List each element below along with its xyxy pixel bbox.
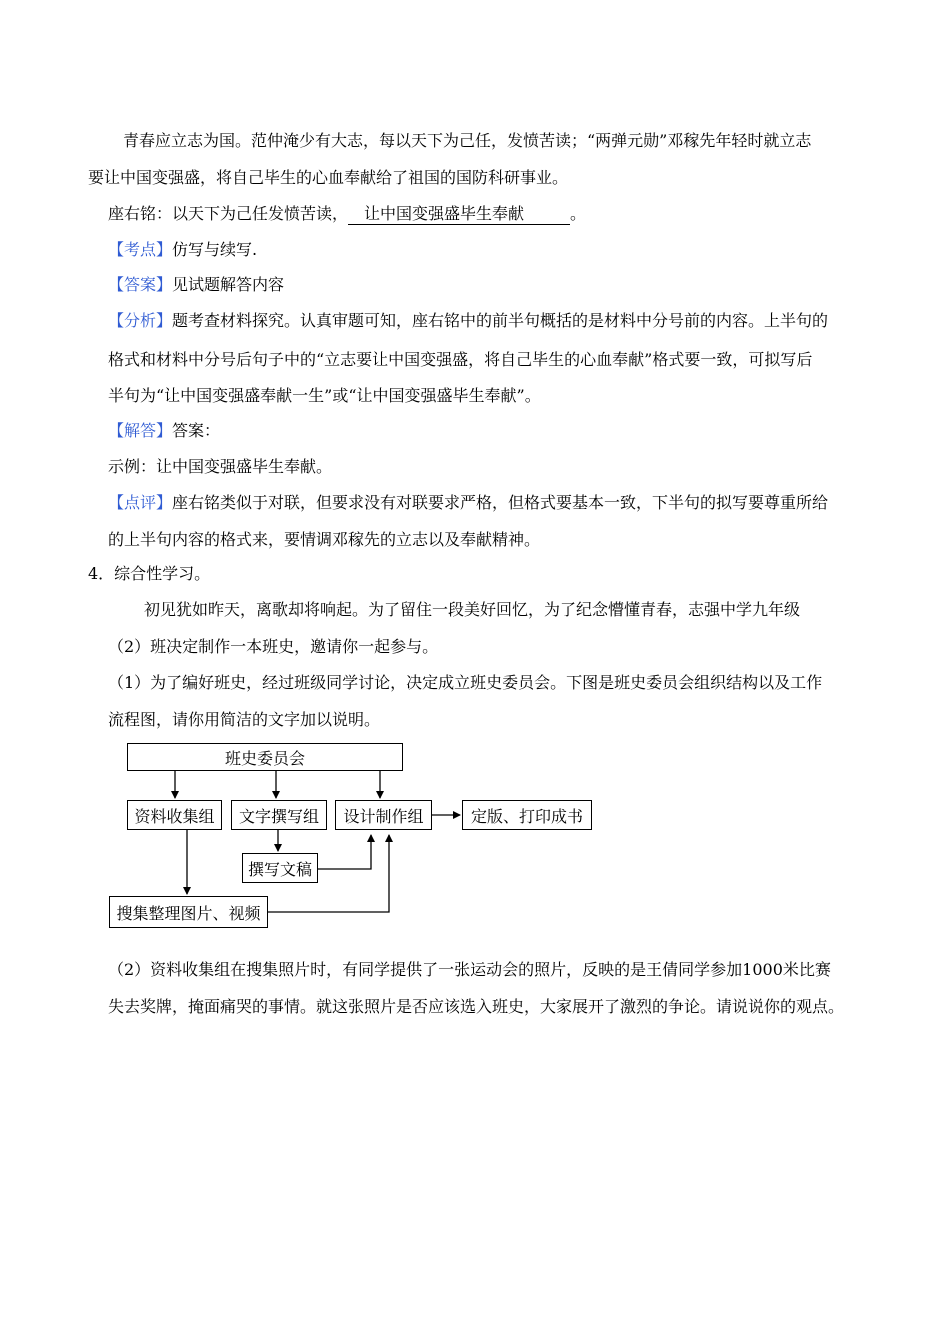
motto-suffix: 。 xyxy=(570,204,587,223)
q4-title: 4．综合性学习。 xyxy=(88,564,211,583)
fenxi-line-3: 半句为“让中国变强盛奉献一生”或“让中国变强盛毕生奉献”。 xyxy=(108,386,541,405)
flow-box-draft: 撰写文稿 xyxy=(242,853,318,883)
q4-part2-line-1: （2）资料收集组在搜集照片时，有同学提供了一张运动会的照片，反映的是王倩同学参加1000米比赛 xyxy=(108,960,831,979)
dianping-tag: 【点评】 xyxy=(108,493,173,512)
q4-part1-line-1: （1）为了编好班史，经过班级同学讨论，决定成立班史委员会。下图是班史委员会组织结构以及工作 xyxy=(108,673,823,692)
kaodian-text: 仿写与续写. xyxy=(172,240,258,259)
q4-part1-line-2: 流程图，请你用简洁的文字加以说明。 xyxy=(108,710,381,729)
dianping-text-1: 座右铭类似于对联，但要求没有对联要求严格，但格式要基本一致，下半句的拟写要尊重所给 xyxy=(172,493,829,512)
passage-line-2: 要让中国变强盛，将自己毕生的心血奉献给了祖国的国防科研事业。 xyxy=(88,168,569,187)
daan-text: 见试题解答内容 xyxy=(172,275,285,294)
motto-prefix: 座右铭：以天下为己任发愤苦读， xyxy=(108,204,349,223)
jieda-text: 答案： xyxy=(172,421,221,440)
fenxi-line-2: 格式和材料中分号后句子中的“立志要让中国变强盛，将自己毕生的心血奉献”格式要一致，可拟写后 xyxy=(108,350,813,369)
fenxi-tag: 【分析】 xyxy=(108,311,173,330)
jieda-tag: 【解答】 xyxy=(108,421,173,440)
flow-box-final: 定版、打印成书 xyxy=(462,800,592,830)
daan-tag: 【答案】 xyxy=(108,275,173,294)
dianping-line-2: 的上半句内容的格式来，要情调邓稼先的立志以及奉献精神。 xyxy=(108,530,541,549)
flow-box-committee: 班史委员会 xyxy=(127,743,403,771)
flow-box-design-group: 设计制作组 xyxy=(335,800,432,830)
passage-line-1: 青春应立志为国。范仲淹少有大志，每以天下为己任，发愤苦读；“两弹元勋”邓稼先年轻时就立志 xyxy=(123,131,812,150)
flow-box-collect-group: 资料收集组 xyxy=(127,800,222,830)
jieda-example: 示例：让中国变强盛毕生奉献。 xyxy=(108,457,333,476)
q4-intro-line-1: 初见犹如昨天，离歌却将响起。为了留住一段美好回忆，为了纪念懵懂青春，志强中学九年级 xyxy=(144,600,801,619)
kaodian-tag: 【考点】 xyxy=(108,240,173,259)
motto-answer-blank: 让中国变强盛毕生奉献 xyxy=(348,204,570,225)
fenxi-text-1: 题考查材料探究。认真审题可知，座右铭中的前半句概括的是材料中分号前的内容。上半句的 xyxy=(172,311,829,330)
flow-box-writing-group: 文字撰写组 xyxy=(231,800,327,830)
arrow-draft-to-design xyxy=(318,835,371,869)
q4-part2-line-2: 失去奖牌，掩面痛哭的事情。就这张照片是否应该选入班史，大家展开了激烈的争论。请说说你的观点。 xyxy=(108,997,845,1016)
flow-box-media: 搜集整理图片、视频 xyxy=(109,896,268,928)
q4-intro-line-2: （2）班决定制作一本班史，邀请你一起参与。 xyxy=(108,637,439,656)
